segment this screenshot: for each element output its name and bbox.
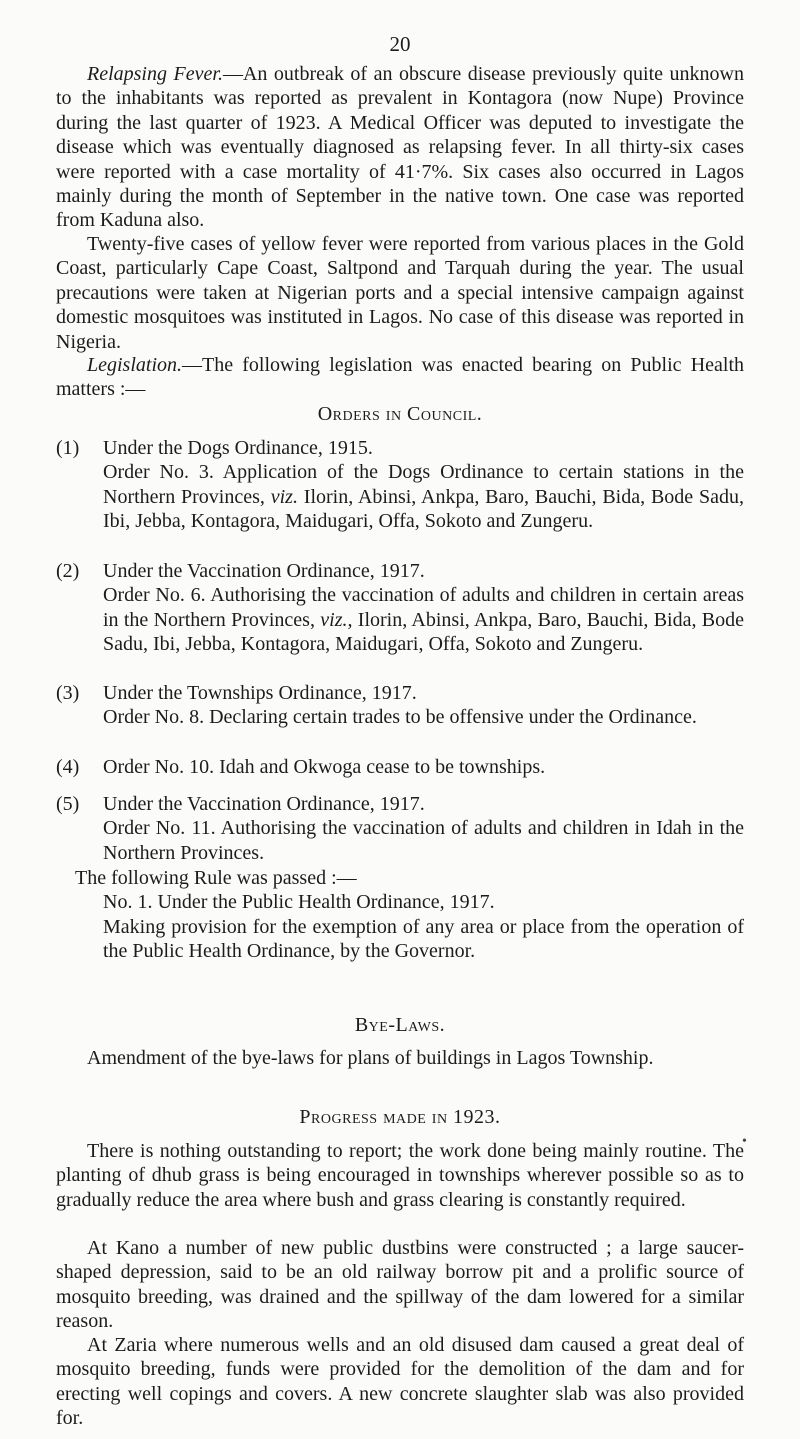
order-viz: viz. [270, 485, 298, 508]
order-body: Order No. 3. Application of the Dogs Ordinance to certain stations in the Northern Provinces, [103, 461, 744, 508]
order-heading: Under the Vaccination Ordinance, 1917. [103, 793, 425, 815]
order-body-rest: Ilorin, Abinsi, Ankpa, Baro, Bauchi, Bida, Bode Sadu, Ibi, Jebba, Kontagora, Maidugari, Offa, Sokoto and Zungeru. [103, 485, 744, 533]
progress-paragraph [56, 1236, 744, 1334]
orders-in-council-heading: Orders in Council. [317, 403, 483, 425]
order-viz: viz., [320, 608, 353, 631]
order-number: (5) [56, 793, 80, 815]
ink-speck-decoration: • [742, 1134, 747, 1149]
bye-laws-text: Amendment of the bye-laws for plans of buildings in Lagos Township. [87, 1047, 654, 1069]
progress-text: At Zaria where numerous wells and an old disused dam caused a great deal of mosquito breeding, funds were provided for the demolition of the dam and for erecting well copings and covers. A new concrete slaughter slab was also provided for. [56, 1334, 744, 1430]
relapsing-fever-paragraph [56, 62, 744, 233]
yellow-fever-text: Twenty-five cases of yellow fever were reported from various places in the Gold Coast, particularly Cape Coast, Saltpond and Tarquah during the year. The usual precautions were taken at Nigerian ports and a special intensive campaign against domestic mosquitoes was instituted in Lagos. No case of this disease was reported in Nigeria. [56, 233, 744, 353]
progress-text: At Kano a number of new public dustbins were constructed ; a large saucer-shaped depression, said to be an old railway borrow pit and a prolific source of mosquito breeding, was drained and the spillway of the dam lowered for a similar reason. [56, 1237, 744, 1333]
legislation-text: —The following legislation was enacted bearing on Public Health matters :— [56, 354, 744, 401]
rule-text: Making provision for the exemption of any area or place from the operation of the Public Health Ordinance, by the Governor. [103, 915, 744, 963]
order-item [56, 559, 744, 657]
order-number: (2) [56, 560, 80, 582]
order-heading: Order No. 10. Idah and Okwoga cease to be townships. [103, 756, 546, 778]
legislation-title: Legislation. [87, 354, 183, 376]
bye-laws-paragraph [56, 1046, 744, 1070]
order-body: Order No. 8. Declaring certain trades to be offensive under the Ordinance. [103, 706, 697, 729]
order-number: (1) [56, 437, 80, 459]
progress-heading: Progress made in 1923. [299, 1106, 501, 1128]
page-number: 20 [389, 32, 411, 56]
order-item [56, 755, 744, 779]
order-body: Order No. 11. Authorising the vaccination of adults and children in Idah in the Northern Provinces. [103, 817, 744, 864]
relapsing-fever-title: Relapsing Fever. [87, 63, 223, 85]
order-heading: Under the Vaccination Ordinance, 1917. [103, 560, 425, 582]
bye-laws-heading: Bye-Laws. [354, 1014, 446, 1036]
order-body-rest: Ilorin, Abinsi, Ankpa, Baro, Bauchi, Bida, Bode Sadu, Ibi, Jebba, Kontagora, Maidugari, Offa, Sokoto and Zungeru. [103, 608, 744, 656]
order-heading: Under the Townships Ordinance, 1917. [103, 682, 417, 704]
order-heading: Under the Dogs Ordinance, 1915. [103, 437, 373, 459]
rule-number: No. 1. Under the Public Health Ordinance, 1917. [103, 891, 495, 914]
progress-paragraph [56, 1333, 744, 1431]
relapsing-fever-text: —An outbreak of an obscure disease previously quite unknown to the inhabitants was reported as prevalent in Kontagora (now Nupe) Province during the last quarter of 1923. A Medical Officer was deputed to investigate the disease which was eventually diagnosed as relapsing fever. In all thirty-six cases were reported with a case mortality of 41·7%. Six cases also occurred in Lagos mainly during the month of September in the native town. One case was reported from Kaduna also. [56, 63, 745, 232]
legislation-paragraph [56, 353, 744, 402]
order-number: (4) [56, 756, 80, 778]
progress-text: There is nothing outstanding to report; the work done being mainly routine. The planting of dhub grass is being encouraged in townships wherever possible so as to gradually reduce the area where bush and grass clearing is constantly required. [56, 1140, 744, 1211]
bye-laws-block [56, 1013, 744, 1037]
order-number: (3) [56, 682, 80, 704]
yellow-fever-paragraph [56, 232, 744, 354]
order-item [56, 436, 744, 534]
rule-block [56, 866, 744, 964]
orders-heading-block [56, 402, 744, 426]
rule-intro: The following Rule was passed :— [75, 867, 357, 889]
progress-paragraph [56, 1139, 744, 1212]
order-body: Order No. 6. Authorising the vaccination of adults and children in certain areas in the Northern Provinces, [103, 584, 744, 631]
progress-heading-block [56, 1105, 744, 1129]
order-item [56, 792, 744, 865]
order-item [56, 681, 744, 730]
